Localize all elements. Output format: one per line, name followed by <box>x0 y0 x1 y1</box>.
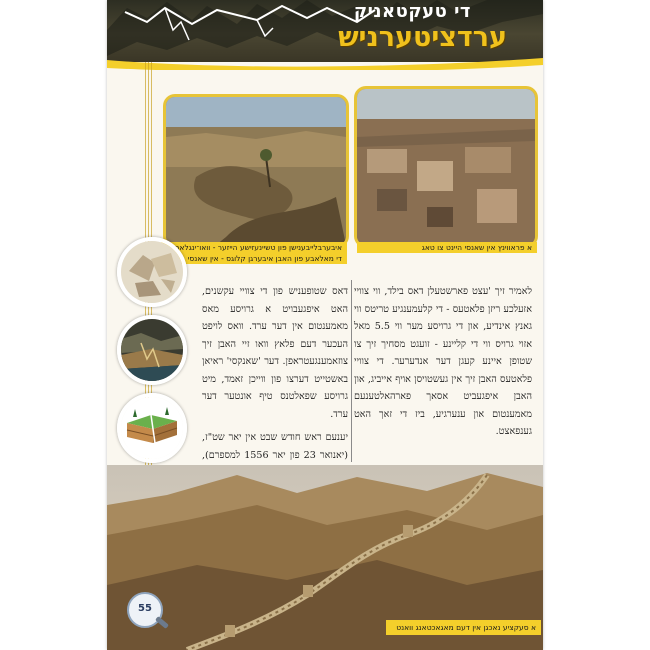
caption-left-line2: די מאלאבע פון האבן איבערגן קלוגס - אין שאנסי <box>187 254 342 263</box>
column-divider <box>351 280 352 462</box>
fault-block-circle <box>117 393 187 463</box>
page-number-badge: 55 <box>127 592 163 628</box>
tectonic-painting-circle <box>117 315 187 385</box>
rock-icon <box>121 241 183 303</box>
photo-eroded-landscape <box>163 94 349 248</box>
caption-right-photo: א פראווינץ אין שאנסי היינט צו טאג <box>357 242 537 253</box>
magazine-page <box>107 0 543 650</box>
article-text-right-column: לאמיר זיך 'עצט פארשטעלן דאס בילד, ווי צוויי אזעלכע ריזן פלאטעס - די קלעמענגיע טריטס ווי גאנץ אינדיע, און די גרויסע מער ווי 5.5 מאל אזוי גרויס ווי די קליינע - זועגט מסחיך זיך צו שטופן איינע קעגן דער אנדערער. די צוויי פלאטעס האבן זיך אין געשטויסן אויף אייביג, און האבן איפגעביט אסאך פארהאלטענעם מאמענטום און ענערגיע, ביז די זאך האט גענפאצט. <box>354 286 533 437</box>
header-yellow-band <box>107 56 543 70</box>
article-paragraph-2: יענעם ראש חודש שבט אין יאר שט"ז, (יאנואר 23 פון יאר 1556 למספרם), <box>202 432 348 461</box>
fault-diagram-icon <box>121 397 183 459</box>
article-paragraph-1: דאס שטופעניש פון די צוויי עקשנים, האט איפגעבויט א גרויסע מאס מאמענטום אין דער ערד. וואס לויפט העכער דעם פלאץ וואו זיי האבן זיך צוזאמענגעטראפן. דער 'שאנקסי' ראיאן באשטייט דערצו פון ווייכן זאמד, מיט גרויסע שפאלטנס טיף אונטער דער ערד. <box>202 286 348 420</box>
photo-cave-dwellings <box>354 86 538 248</box>
landscape-image <box>166 97 346 245</box>
header-title-main: ערדציטערניש <box>338 22 507 53</box>
caption-left-photo <box>161 242 347 264</box>
caption-left-line1: איבערבלייבענישן פון טשיינעזישע הייזער - וואו־ינגלאך <box>175 243 342 252</box>
rock-fragments-circle <box>117 237 187 307</box>
crumbling-earth-icon <box>121 319 183 381</box>
page-header <box>107 0 543 62</box>
dwellings-image <box>357 89 535 245</box>
header-title-top: די טעקטאניק <box>353 1 471 22</box>
caption-great-wall: א סעקציע נאכגן אין דעם מאגאכטאנג וואנט <box>386 620 541 635</box>
